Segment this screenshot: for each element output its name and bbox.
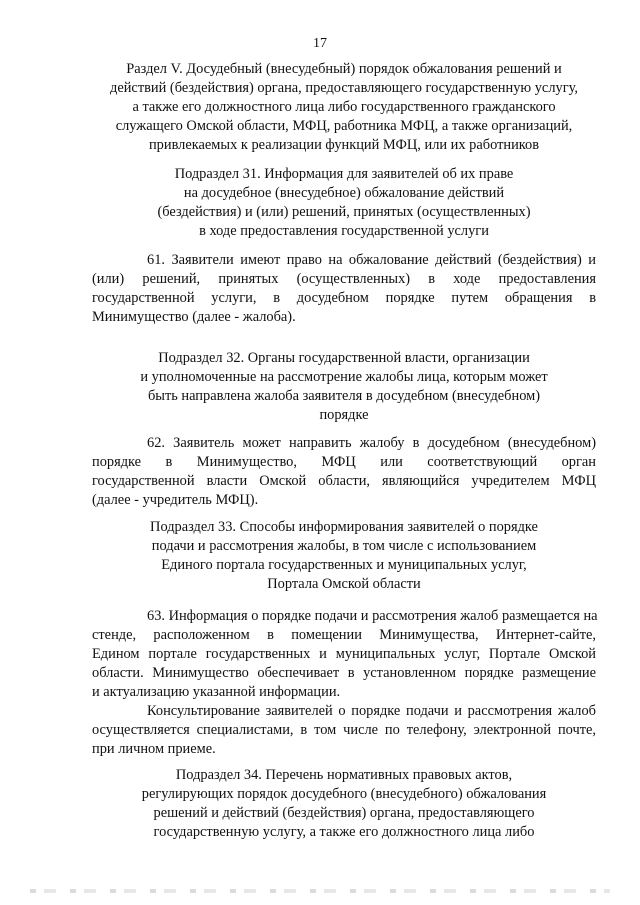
paragraph-line: Едином портале государственных и муниципальных услуг, Портале Омской <box>92 646 596 662</box>
heading-line: Единого портала государственных и муниципальных услуг, <box>161 557 527 573</box>
paragraph-line: Консультирование заявителей о порядке подачи и рассмотрения жалоб <box>147 703 596 719</box>
heading-line: Подраздел 31. Информация для заявителей об их праве <box>174 166 514 182</box>
heading-line: Портала Омской области <box>267 576 421 592</box>
heading-line: Раздел V. Досудебный (внесудебный) порядок обжалования решений и <box>126 61 562 77</box>
paragraph-line: государственной власти Омской области, являющийся учредителем МФЦ <box>92 473 596 489</box>
paragraph-line: и актуализацию указанной информации. <box>92 684 341 700</box>
paragraph-61 <box>92 251 596 327</box>
heading-line: действий (бездействия) органа, предоставляющего государственную услугу, <box>110 80 578 96</box>
heading-line: служащего Омской области, МФЦ, работника МФЦ, а также организаций, <box>115 118 573 134</box>
paragraph-line: стенде, расположенном в помещении Минимущества, Интернет-сайте, <box>92 627 596 643</box>
subsection-32-heading <box>92 349 596 425</box>
paragraph-line: порядке в Минимущество, МФЦ или соответствующий орган <box>92 454 596 470</box>
heading-line: регулирующих порядок досудебного (внесудебного) обжалования <box>141 786 547 802</box>
paragraph-63-consultation <box>92 702 596 759</box>
paragraph-line: осуществляется специалистами, в том числе по телефону, электронной почте, <box>92 722 596 738</box>
heading-line: Подраздел 33. Способы информирования заявителей о порядке <box>150 519 538 535</box>
heading-line: а также его должностного лица либо государственного гражданского <box>132 99 556 115</box>
paragraph-line: (или) решений, принятых (осуществленных) в ходе предоставления <box>92 271 596 287</box>
paragraph-62 <box>92 434 596 510</box>
heading-line: на досудебное (внесудебное) обжалование действий <box>183 185 505 201</box>
heading-line: Подраздел 34. Перечень нормативных правовых актов, <box>175 767 513 783</box>
heading-line: государственную услугу, а также его должностного лица либо <box>153 824 535 840</box>
heading-line: и уполномоченные на рассмотрение жалобы лица, которым может <box>140 369 548 385</box>
heading-line: быть направлена жалоба заявителя в досудебном (внесудебном) <box>147 388 541 404</box>
paragraph-line: области. Минимущество обеспечивает в установленном порядке размещение <box>92 665 596 681</box>
heading-line: привлекаемых к реализации функций МФЦ, или их работников <box>148 137 540 153</box>
scan-footer-artifact <box>30 889 610 893</box>
paragraph-line: 62. Заявитель может направить жалобу в досудебном (внесудебном) <box>147 435 596 451</box>
heading-line: решений и действий (бездействия) органа, предоставляющего <box>153 805 535 821</box>
heading-line: подачи и рассмотрения жалобы, в том числе с использованием <box>151 538 537 554</box>
heading-line: Подраздел 32. Органы государственной власти, организации <box>158 350 530 366</box>
paragraph-line: государственной услуги, в досудебном порядке путем обращения в <box>92 290 596 306</box>
heading-line: (бездействия) и (или) решений, принятых (осуществленных) <box>157 204 531 220</box>
heading-line: порядке <box>319 407 369 423</box>
paragraph-63 <box>92 607 596 702</box>
subsection-34-heading <box>92 766 596 842</box>
heading-line: в ходе предоставления государственной услуги <box>199 223 489 239</box>
page-number: 17 <box>313 36 327 51</box>
subsection-31-heading <box>92 165 596 241</box>
paragraph-line: 61. Заявители имеют право на обжалование действий (бездействия) и <box>147 252 596 268</box>
paragraph-line: 63. Информация о порядке подачи и рассмотрения жалоб размещается на <box>147 608 598 624</box>
paragraph-line: Минимущество (далее - жалоба). <box>92 309 296 325</box>
subsection-33-heading <box>92 518 596 594</box>
paragraph-line: при личном приеме. <box>92 741 216 757</box>
paragraph-line: (далее - учредитель МФЦ). <box>92 492 259 508</box>
section-v-heading <box>92 60 596 155</box>
